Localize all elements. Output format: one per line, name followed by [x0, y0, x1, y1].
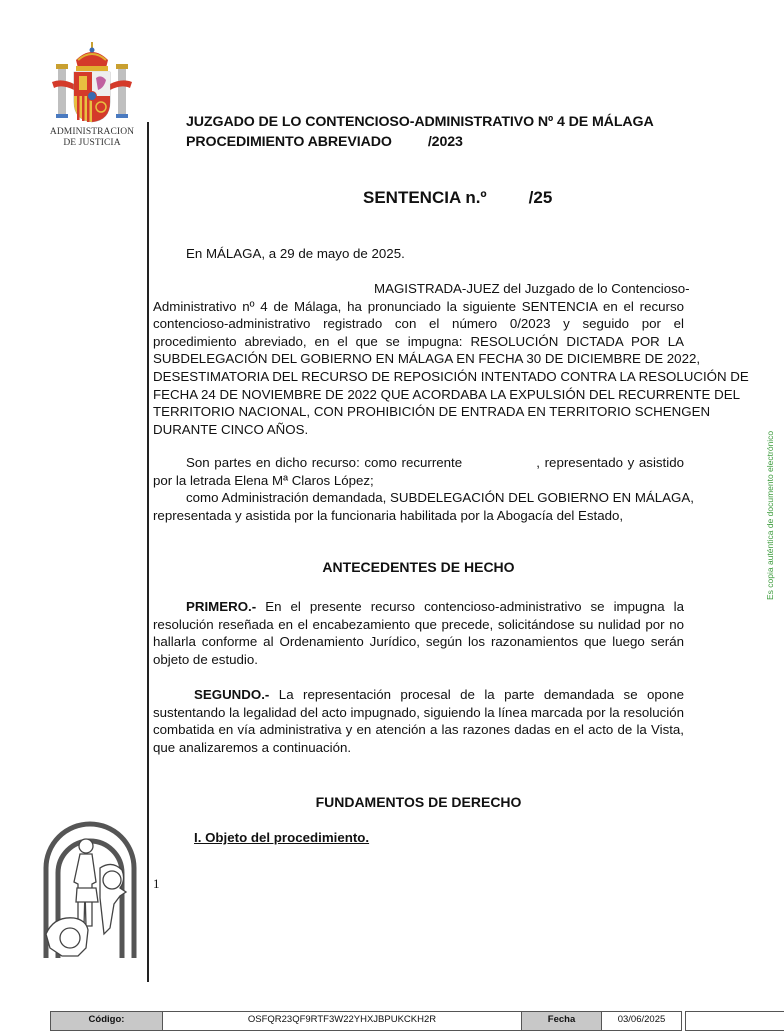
page-number: 1 — [153, 876, 160, 891]
intro-line: DESESTIMATORIA DEL RECURSO DE REPOSICIÓN INTENTADO CONTRA LA RESOLUCIÓN DE — [153, 368, 749, 384]
primero-label: PRIMERO.- — [186, 599, 257, 614]
procedure-suffix: /2023 — [427, 134, 463, 150]
segundo-text: La representación procesal de la parte demandada se opone — [269, 687, 684, 702]
administracion-de-justicia-label — [40, 127, 144, 149]
junta-andalucia-logo-icon — [40, 818, 140, 960]
intro-line: procedimiento abreviado, en el que se impugna: RESOLUCIÓN DICTADA POR LA — [153, 333, 684, 349]
segundo-line: que analizaremos a continuación. — [153, 739, 352, 755]
primero-line: hallarla conforme al Ordenamiento Jurídico, según los razonamientos que luego serán — [153, 634, 684, 650]
intro-line: Administrativo nº 4 de Málaga, ha pronunciado la siguiente SENTENCIA en el recurso — [153, 298, 684, 314]
subsection-title: I. Objeto del procedimiento. — [194, 830, 370, 845]
parties-line: como Administración demandada, SUBDELEGACIÓN DEL GOBIERNO EN MÁLAGA, — [186, 490, 694, 506]
emblem-label-line1: ADMINISTRACION — [49, 127, 135, 137]
section-title-antecedentes: ANTECEDENTES DE HECHO — [322, 559, 515, 575]
procedure-number — [186, 132, 463, 152]
segundo-line — [153, 686, 684, 704]
segundo-label: SEGUNDO.- — [194, 687, 270, 702]
primero-line — [153, 598, 684, 616]
authentic-copy-stamp: Es copia auténtica de documento electrónico — [765, 430, 775, 600]
date-line: En MÁLAGA, a 29 de mayo de 2025. — [186, 246, 405, 261]
signature-date: 03/06/2025 — [602, 1011, 682, 1031]
intro-paragraph — [153, 280, 749, 438]
court-name: JUZGADO DE LO CONTENCIOSO-ADMINISTRATIVO Nº 4 DE MÁLAGA — [186, 114, 654, 130]
margin-rule — [147, 122, 149, 982]
primero-line: resolución reseñada en el encabezamiento que precede, solicitándose su nulidad por no — [153, 616, 684, 632]
verification-footer — [50, 1011, 784, 1031]
parties-paragraph — [153, 454, 694, 524]
intro-line: FECHA 24 DE NOVIEMBRE DE 2022 QUE ACORDABA LA EXPULSIÓN DEL RECURRENTE DEL — [153, 386, 740, 402]
intro-line: MAGISTRADA-JUEZ del Juzgado de lo Contencioso- — [374, 281, 690, 296]
primero-paragraph — [153, 598, 684, 668]
intro-line: SUBDELEGACIÓN DEL GOBIERNO EN MÁLAGA EN FECHA 30 DE DICIEMBRE DE 2022, — [153, 351, 701, 367]
section-title-fundamentos: FUNDAMENTOS DE DERECHO — [315, 794, 522, 810]
intro-line: DURANTE CINCO AÑOS. — [153, 421, 309, 437]
parties-line: Son partes en dicho recurso: como recurrente , representado y asistido — [186, 455, 684, 470]
sentence-prefix: SENTENCIA n.º — [363, 188, 487, 207]
sentence-number — [363, 188, 552, 208]
segundo-line: sustentando la legalidad del acto impugnado, siguiendo la línea marcada por la resolución — [153, 704, 684, 720]
qr-placeholder — [685, 1011, 784, 1031]
segundo-line: combatida en vía administrativa y en atención a las razones dadas en el acto de la Vista, — [153, 722, 684, 738]
date-label: Fecha — [522, 1011, 602, 1031]
procedure-prefix: PROCEDIMIENTO ABREVIADO — [186, 134, 392, 150]
primero-line: objeto de estudio. — [153, 651, 258, 667]
segundo-paragraph — [153, 686, 684, 756]
parties-line: representada y asistida por la funcionaria habilitada por la Abogacía del Estado, — [153, 507, 624, 523]
sentence-suffix: /25 — [528, 188, 553, 207]
spain-coat-of-arms-icon — [48, 38, 136, 126]
intro-line: contencioso-administrativo registrado con el número 0/2023 y seguido por el — [153, 316, 684, 332]
emblem-label-line2: DE JUSTICIA — [63, 138, 121, 148]
parties-line: por la letrada Elena Mª Claros López; — [153, 472, 374, 488]
primero-text: En el presente recurso contencioso-administrativo se impugna la — [256, 599, 684, 614]
intro-line: TERRITORIO NACIONAL, CON PROHIBICIÓN DE ENTRADA EN TERRITORIO SCHENGEN — [153, 404, 711, 420]
verification-code[interactable]: OSFQR23QF9RTF3W22YHXJBPUKCKH2R — [163, 1011, 522, 1031]
code-label: Código: — [50, 1011, 163, 1031]
